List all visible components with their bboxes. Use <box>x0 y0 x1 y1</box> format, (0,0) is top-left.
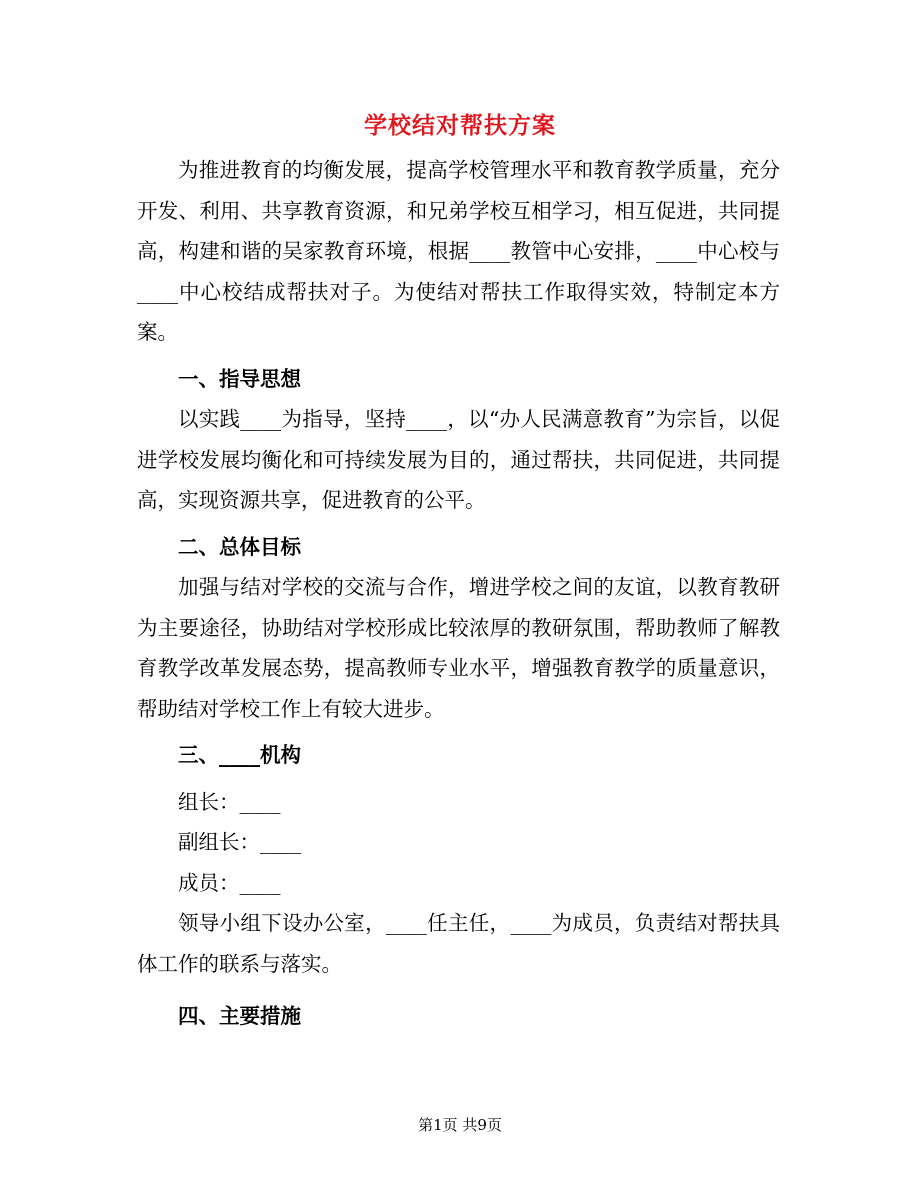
document-body <box>137 150 780 1037</box>
deputy-leader-line: 副组长：____ <box>178 830 301 854</box>
section-2-paragraph: 加强与结对学校的交流与合作，增进学校之间的友谊，以教育教研为主要途径，协助结对学校形成比较浓厚的教研氛围，帮助教师了解教育教学改革发展态势，提高教师专业水平，增强教育教学的质量意识，帮助结对学校工作上有较大进步。 <box>137 575 780 721</box>
section-1-paragraph: 以实践____为指导，坚持____，以“办人民满意教育”为宗旨，以促进学校发展均衡化和可持续发展为目的，通过帮扶，共同促进，共同提高，实现资源共享，促进教育的公平。 <box>137 407 780 512</box>
section-3-heading: 三、____机构 <box>178 743 301 767</box>
members-line: 成员：____ <box>178 870 281 895</box>
document-title: 学校结对帮扶方案 <box>364 112 556 139</box>
section-2-heading: 二、总体目标 <box>178 534 301 559</box>
leader-line: 组长：____ <box>178 789 281 814</box>
intro-paragraph: 为推进教育的均衡发展，提高学校管理水平和教育教学质量，充分开发、利用、共享教育资源，和兄弟学校互相学习，相互促进，共同提高，构建和谐的吴家教育环境，根据____教管中心安排，____中心校与____中心校结成帮扶对子。为使结对帮扶工作取得实效，特制定本方案。 <box>137 158 780 344</box>
section-1-heading: 一、指导思想 <box>178 366 301 391</box>
section-4-heading: 四、主要措施 <box>178 1004 301 1028</box>
page-number: 第1页 共9页 <box>418 1116 502 1134</box>
office-paragraph: 领导小组下设办公室，____任主任，____为成员，负责结对帮扶具体工作的联系与落实。 <box>137 911 780 976</box>
